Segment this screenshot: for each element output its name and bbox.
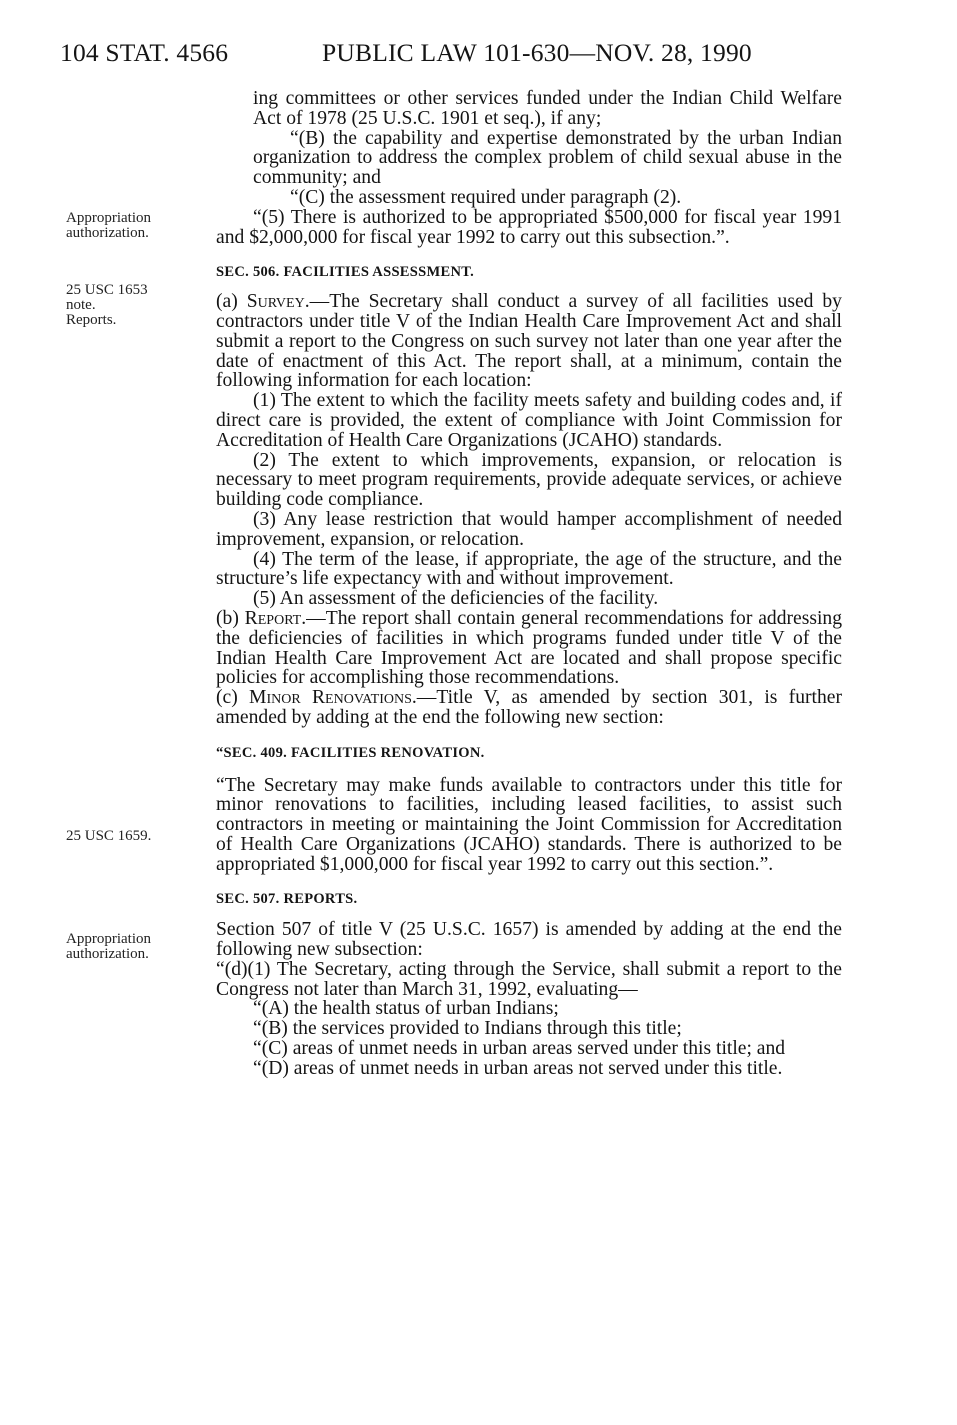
item-a-2: (2) The extent to which improvements, expansion, or relocation is necessary to meet program requirements, provide adequate services, or achieve building code compliance. — [216, 449, 842, 511]
continued-paragraph: ing committees or other services funded under the Indian Child Welfare Act of 1978 (25 U.S.C. 1901 et seq.), if any; — [253, 88, 842, 129]
margin-note-line: authorization. — [66, 946, 149, 962]
clause-d-c: “(C) areas of unmet needs in urban areas served under this title; and — [253, 1038, 786, 1060]
margin-note-appropriation-1 — [66, 211, 151, 241]
paragraph-5: “(5) There is authorized to be appropriated $500,000 for fiscal year 1991 and $2,000,000 for fiscal year 1992 to carry out this subsection.”. — [216, 206, 842, 248]
section-409-text: “The Secretary may make funds available to contractors under this title for minor renovations to facilities, including leased facilities, to assist such contractors in meeting or maintaining the Joint Commission for Accreditation of Health Care Organizations (JCAHO) standards. There is authorized to be appropriated $1,000,000 for fiscal year 1992 to carry out this section.”. — [216, 774, 842, 875]
item-a-5: (5) An assessment of the deficiencies of the facility. — [253, 588, 659, 610]
margin-note-usc-1659 — [66, 829, 151, 844]
margin-note-line: authorization. — [66, 225, 149, 241]
item-a-3: (3) Any lease restriction that would hamper accomplishment of needed improvement, expansion, or relocation. — [216, 508, 842, 550]
subsection-d-1: “(d)(1) The Secretary, acting through the Service, shall submit a report to the Congress not later than March 31, 1992, evaluating— — [216, 958, 842, 1000]
clause-d-b: “(B) the services provided to Indians through this title; — [253, 1018, 682, 1040]
page-header — [0, 38, 957, 72]
margin-note-line: Reports. — [66, 312, 117, 328]
running-head: PUBLIC LAW 101-630—NOV. 28, 1990 — [322, 38, 752, 67]
margin-note-line: Appropriation — [66, 210, 151, 226]
clause-d-a: “(A) the health status of urban Indians; — [253, 998, 559, 1020]
clause-c: “(C) the assessment required under paragraph (2). — [290, 186, 682, 208]
subsection-b — [216, 609, 842, 688]
margin-note-line: 25 USC 1653 — [66, 282, 148, 298]
margin-note-appropriation-2 — [66, 932, 151, 962]
subsection-label: (c) — [216, 687, 250, 709]
subsection-text: .—The Secretary shall conduct a survey of all facilities used by contractors under title V of the Indian Health Care Improvement Act and shall submit a report to the Congress on such survey not later than one year after the date of enactment of this Act. The report shall, at a minimum, contain the following information for each location: — [216, 291, 842, 392]
section-409-heading: “SEC. 409. FACILITIES RENOVATION. — [216, 744, 485, 761]
subsection-label: (b) — [216, 607, 245, 629]
clause-b: “(B) the capability and expertise demonstrated by the urban Indian organization to address the complex problem of child sexual abuse in the community; and — [253, 127, 842, 189]
clause-d-d: “(D) areas of unmet needs in urban areas not served under this title. — [253, 1057, 783, 1079]
section-507-text: Section 507 of title V (25 U.S.C. 1657) is amended by adding at the end the following new subsection: — [216, 919, 842, 961]
item-a-1: (1) The extent to which the facility meets safety and building codes and, if direct care is provided, the extent of compliance with Joint Commission for Accreditation of Health Care Organizations (JCAHO) standards. — [216, 390, 842, 451]
margin-note-line: 25 USC 1659. — [66, 828, 152, 844]
section-506-heading: SEC. 506. FACILITIES ASSESSMENT. — [216, 264, 475, 281]
subsection-label: (a) — [216, 291, 247, 313]
subsection-caption: Survey — [246, 291, 305, 313]
section-507-heading: SEC. 507. REPORTS. — [216, 891, 358, 908]
margin-note-line: note. — [66, 297, 96, 313]
subsection-a — [216, 292, 842, 391]
margin-note-line: Appropriation — [66, 931, 151, 947]
margin-note-usc-1653 — [66, 283, 148, 328]
subsection-caption: Report — [244, 607, 302, 629]
subsection-text: .—Title V, as amended by section 301, is further amended by adding at the end the following new section: — [216, 687, 842, 728]
subsection-c — [216, 688, 842, 728]
subsection-caption: Minor Renovations — [249, 687, 412, 709]
statute-page-number: 104 STAT. 4566 — [60, 38, 229, 67]
subsection-text: .—The report shall contain general recommendations for addressing the deficiencies of facilities in which programs funded under title V of the Indian Health Care Improvement Act are located and shall propose specific policies for accomplishing those recommendations. — [216, 607, 842, 689]
main-text — [216, 89, 842, 1079]
item-a-4: (4) The term of the lease, if appropriate, the age of the structure, and the structure’s life expectancy with and without improvement. — [216, 548, 842, 590]
